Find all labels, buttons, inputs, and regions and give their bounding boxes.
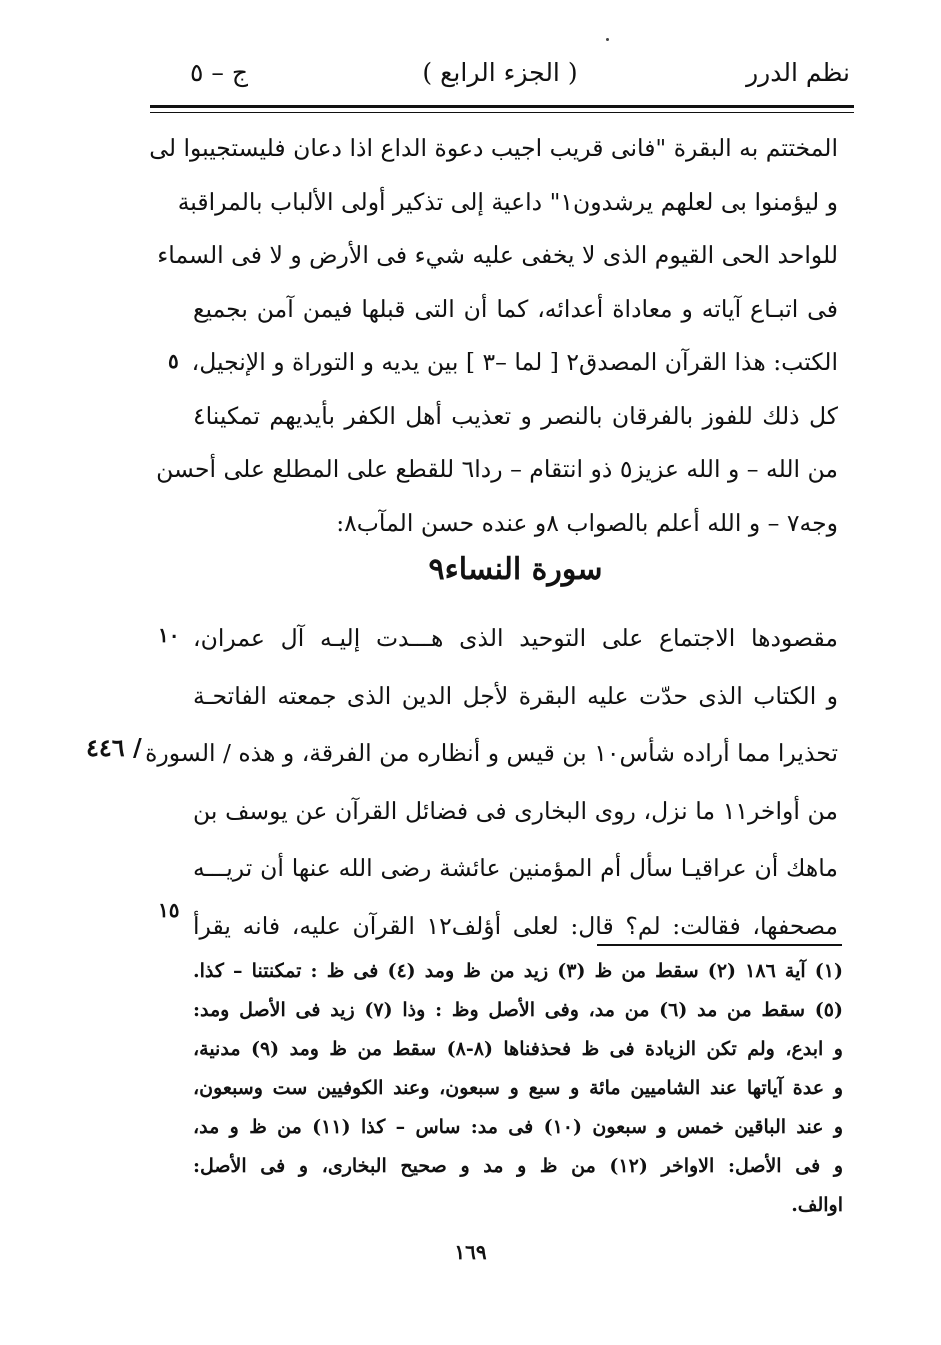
text-line: و الكتاب الذى حدّت عليه البقرة لأجل الدين الذى جمعته الفاتحـة [193,681,838,710]
page-number: ١٦٩ [454,1240,487,1264]
footnotes [193,952,843,1225]
line-number-10: ١٠ [158,623,180,647]
footnote-rule [597,944,842,946]
footnote-line: و ابدع، ولم تكن الزيادة فى ظ فحذفناها (٨-٨) سقط من ظ ومد (٩) مدنية، [193,1038,843,1060]
text-line: للواحد الحى القيوم الذى لا يخفى عليه شيء فى الأرض و لا فى السماء [157,241,838,269]
text-line: و ليؤمنوا بى لعلهم يرشدون١" داعية إلى تذكير أولى الألباب بالمراقبة [177,187,838,216]
text-line: فى اتبـاع آياته و معاداة أعدائه، كما أن التى قبلها فيمن آمن بجميع [193,294,838,323]
line-number-5: ٥ [168,349,179,373]
header-rule-thin [150,112,854,113]
header-book-title: نظم الدرر [746,58,850,87]
text-line: ماهك أن عراقيـا سأل أم المؤمنين عائشة رضى الله عنها أن تريـــه [193,854,838,882]
footnote-line: (١) آية ١٨٦ (٢) سقط من ظ (٣) زيد من ظ ومد (٤) فى ظ : تمكنتنا – كذا. [193,960,844,982]
footnote-line: (٥) سقط من مد (٦) من مد، وفى الأصل وظ : وذا (٧) زيد فى الأصل ومد: [193,999,844,1021]
footnote-line: و عند الباقين خمس و سبعون (١٠) فى مد: ساس – كذا (١١) من ظ و مد، [193,1116,844,1138]
footnote-line: و عدة آياتها عند الشاميين مائة و سبع و سبعون، وعند الكوفيين ست وسبعون، [193,1077,843,1099]
text-line: مصحفها، فقالت: لم؟ قال: لعلى أؤلف١٢ القرآن عليه، فانه يقرأ [193,911,838,940]
main-text-block-1 [149,122,838,550]
scan-speck [606,38,609,41]
header-volume: ( الجزء الرابع ) [422,58,578,87]
text-line: تحذيرا مما أراده شأس١٠ بن قيس و أنظاره من الفرقة، و هذه / السورة [145,739,838,767]
text-line: الكتب: هذا القرآن المصدق٢ [ لما –٣ ] بين يديه و التوراة و الإنجيل، [191,348,838,376]
footnote-line: اوالف. [791,1194,843,1216]
header-rule-thick [150,105,854,108]
header-volume-number: ج – ٥ [190,58,248,87]
text-line: من الله – و الله عزيز٥ ذو انتقام – ردا٦ للقطع على المطلع على أحسن [156,455,838,483]
line-number-15: ١٥ [158,898,180,922]
text-line: من أواخر١١ ما نزل، روى البخارى فى فضائل القرآن عن يوسف بن [193,796,838,825]
footnote-line: و فى الأصل: الاواخر (١٢) من ظ و مد و صحيح البخارى، و فى الأصل: [193,1155,843,1177]
text-line: كل ذلك للفوز بالفرقان بالنصر و تعذيب أهل الكفر بأيديهم تمكينا٤ [193,401,838,430]
text-line: مقصودها الاجتماع على التوحيد الذى هـــدت إليـه آل عمران، [193,624,838,652]
text-line: المختتم به البقرة "فانى قريب اجيب دعوة الداع اذا دعان فليستجيبوا لى [149,134,838,162]
surah-heading: سورة النساء٩ [428,552,603,587]
running-header [150,56,850,100]
manuscript-page-reference: ٤٤٦ / [86,733,142,762]
text-line: وجه٧ – و الله أعلم بالصواب ٨و عنده حسن المآب٨: [336,508,838,537]
